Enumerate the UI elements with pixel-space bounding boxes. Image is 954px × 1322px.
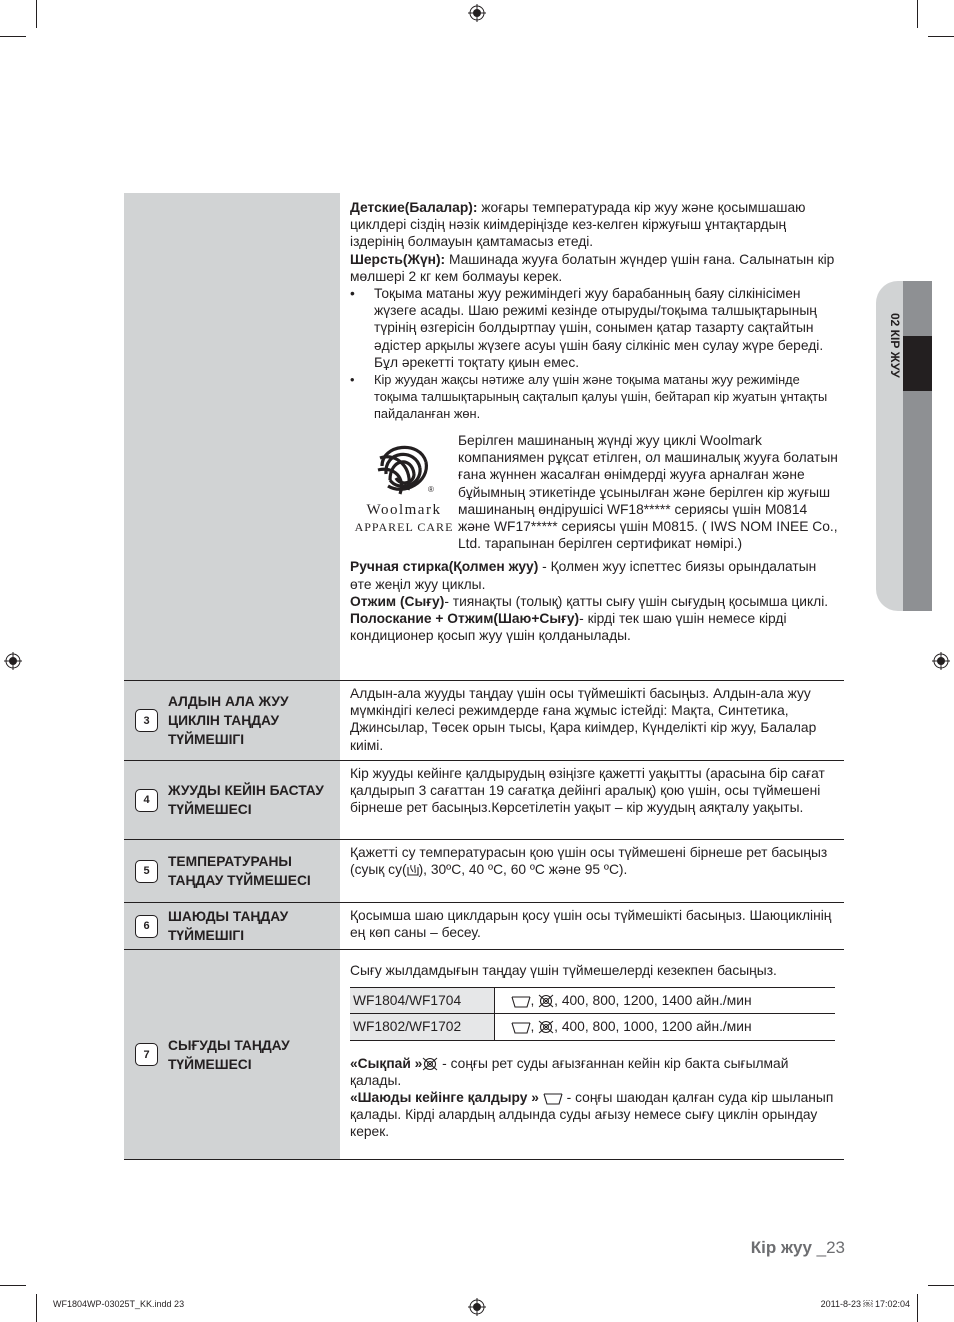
button-name: ЖУУДЫ КЕЙІН БАСТАУ ТҮЙМЕШЕСІ — [168, 783, 324, 817]
button-number-badge: 3 — [135, 709, 158, 732]
crop-mark — [928, 36, 954, 37]
button-number-badge: 5 — [135, 860, 158, 883]
paragraph: «Шаюды кейінге қалдыру » - соңғы шаюдан қалған суда кір шыланып қалады. Кірді алардың алдында суды ағызу немесе сығу циклін орындау керек. — [350, 1090, 834, 1140]
registration-mark-icon — [932, 652, 950, 670]
svg-text:®: ® — [428, 485, 434, 495]
crop-mark — [0, 36, 26, 37]
term: «Сықпай » — [350, 1055, 423, 1071]
chapter-tab-marker — [903, 336, 932, 391]
no-spin-icon — [422, 1057, 438, 1071]
registration-mark-icon — [4, 652, 22, 670]
list-item: • Тоқыма матаны жуу режиміндегі жуу барабанның баяу сілкінісімен жүзеге асады. Шаю режимі кезінде отыруды/тоқыма талшықтарының түрінің өзгерісін болдыртпау үшін, сонымен қатар тазарту сақтайтын әдістер арқылы жүзеге асуы үшін баяу сілкініс мен сулау жүре береді. Бұл әрекетті тоқтату қиын емес. — [350, 286, 824, 370]
crop-mark — [36, 0, 37, 28]
chapter-tab-label: 02 КІР ЖУУ — [888, 312, 902, 378]
term: Полоскание + Отжим(Шаю+Сығу) — [350, 611, 580, 627]
rinse-hold-icon — [543, 1091, 563, 1105]
table-row — [124, 681, 844, 761]
registration-mark-icon — [468, 4, 486, 22]
term: Ручная стирка(Қолмен жуу) — [350, 559, 539, 575]
crop-mark — [928, 1285, 954, 1286]
button-number-badge: 6 — [135, 915, 158, 938]
description-cell: Кір жууды кейінге қалдырудың өзіңізге қажетті уақытты (арасына бір сағат қалдырып 3 сағаттан 19 сағатқа дейінгі аралық) қою үшін, осы түймешені бірнеше рет басыңыз.Көрсетілетін уақыт – кір жуудың аяқталу уақыты. — [350, 766, 825, 816]
cold-water-icon — [407, 863, 419, 877]
registration-mark-icon — [468, 1298, 486, 1316]
table-row — [350, 988, 835, 1014]
woolmark-logo — [350, 432, 458, 552]
model-cell: WF1804/WF1704 — [350, 988, 494, 1014]
crop-mark — [0, 1285, 26, 1286]
woolmark-icon — [368, 432, 440, 500]
term: «Шаюды кейінге қалдыру » — [350, 1090, 539, 1106]
woolmark-wordmark: Woolmark — [366, 502, 442, 519]
term: Шерсть(Жүн): — [350, 251, 446, 267]
description-cell: Алдын-ала жууды таңдау үшін осы түймешікті басыңыз. Алдын-ала жуу мүмкіндігі келесі режимдерде ғана жұмыс істейді: Мақта, Синтетика, Джинсылар, Төсек орын тысы, Қара киімдер, Күнделікті кір жуу, Балалар киімі. — [350, 686, 817, 753]
crop-mark — [917, 1294, 918, 1322]
label-cell — [124, 681, 340, 760]
description-cell: Қосымша шаю циклдарын қосу үшін осы түймешікті басыңыз. Шаюциклінің ең көп саны – бесеу. — [350, 908, 832, 941]
paragraph: Шерсть(Жүн): Машинада жууға болатын жүндер үшін ғана. Салынатын кір мөлшері 2 кг кем болмауы керек. — [350, 251, 835, 284]
description-cell: Сығу жылдамдығын таңдау үшін түймешелерді кезекпен басыңыз. WF1804/WF1704 , , 400, 800, 1200, 1400 айн./мин WF1802/WF1702 , , 400, 800, 1000, 1200 айн./мин «Сықпай » - соңғы рет суды ағызғаннан кейін кір бакта сығылмай қалады. «Шаюды кейінге қалдыру » - соңғы шаюдан қалған суда кір шыланып қалады. Кірді алардың алдында суды ағызу немесе сығу циклін орындау керек. — [340, 950, 844, 1159]
description-cell — [340, 193, 844, 680]
woolmark-block — [350, 432, 838, 552]
table-row — [124, 840, 844, 903]
paragraph: Отжим (Сығу)- тиянақты (толық) қатты сығу үшін сығудың қосымша циклі. — [350, 593, 829, 609]
button-number-badge: 7 — [135, 1043, 158, 1066]
label-cell — [124, 193, 340, 680]
table-row — [124, 761, 844, 840]
button-name: АЛДЫН АЛА ЖУУ ЦИКЛІН ТАҢДАУ ТҮЙМЕШІГІ — [168, 694, 289, 747]
term: Детские(Балалар): — [350, 200, 478, 215]
paragraph: Ручная стирка(Қолмен жуу) - Қолмен жуу іспеттес биязы орындалатын өте жеңіл жуу циклы. — [350, 559, 817, 592]
print-slug-file: WF1804WP-03025T_KK.indd 23 — [53, 1299, 185, 1309]
paragraph: «Сықпай » - соңғы рет суды ағызғаннан кейін кір бакта сығылмай қалады. — [350, 1055, 789, 1088]
rinse-hold-icon — [511, 1020, 531, 1034]
page-number: _23 — [811, 1238, 845, 1257]
label-cell — [124, 840, 340, 902]
crop-mark — [36, 1294, 37, 1322]
button-name: ШАЮДЫ ТАҢДАУ ТҮЙМЕШІГІ — [168, 909, 289, 943]
button-number-badge: 4 — [135, 789, 158, 812]
paragraph: Детские(Балалар): жоғары температурада кір жуу және қосымшашаю циклдері сіздің нәзік киімдеріңізде кез-келген кіржуғыш ұнтақтардың іздерінің болмауын қамтамасыз етеді. — [350, 200, 806, 250]
section-title: Кір жуу — [750, 1238, 812, 1257]
function-table — [124, 193, 844, 1160]
label-cell — [124, 950, 340, 1159]
paragraph: Полоскание + Отжим(Шаю+Сығу)- кірді тек шаю үшін немесе кірді кондиционер қосып жуу үшін қолданылады. — [350, 611, 787, 644]
term: Отжим (Сығу) — [350, 593, 445, 609]
spin-speed-table — [350, 987, 835, 1040]
table-row — [124, 193, 844, 681]
table-row — [124, 950, 844, 1160]
chapter-tab-segment — [903, 391, 932, 611]
description-cell: Қажетті су температурасын қою үшін осы түймешені бірнеше рет басыңыз (суық су( ), 30ºC, 40 ºC, 60 ºC және 95 ºC). — [350, 845, 828, 878]
table-row — [124, 903, 844, 950]
no-spin-icon — [538, 994, 554, 1008]
no-spin-icon — [538, 1020, 554, 1034]
woolmark-text: Берілген машинаның жүнді жуу циклі Woolmark компаниямен рұқсат етілген, ол машиналық жууға болатын ғана жүннен жасалған өнімдерді жууға арналған және бұйымның этикетінде ұсынылған және берілген кір жуғыш машинаның өндірушісі WF18***** сериясы үшін M0814 және WF17***** сериясы үшін M0815. ( IWS NOM INEE Co., Ltd. тарапынан берілген сертификат нөмірі.) — [458, 433, 838, 552]
button-name: ТЕМПЕРАТУРАНЫ ТАҢДАУ ТҮЙМЕШЕСІ — [168, 854, 311, 888]
speed-cell: , , 400, 800, 1000, 1200 айн./мин — [494, 1014, 835, 1040]
speed-cell: , , 400, 800, 1200, 1400 айн./мин — [494, 988, 835, 1014]
crop-mark — [917, 0, 918, 28]
label-cell — [124, 761, 340, 839]
rinse-hold-icon — [511, 994, 531, 1008]
label-cell — [124, 903, 340, 949]
page-footer — [751, 1238, 845, 1258]
model-cell: WF1802/WF1702 — [350, 1014, 494, 1040]
button-name: СЫҒУДЫ ТАҢДАУ ТҮЙМЕШЕСІ — [168, 1037, 290, 1072]
table-row — [350, 1014, 835, 1040]
chapter-tab-segment — [903, 281, 932, 336]
woolmark-subtitle: APPAREL CARE — [354, 520, 454, 535]
list-item: • Кір жуудан жақсы нәтиже алу үшін және тоқыма матаны жуу режимінде тоқыма талшықтарының сақталып қалуы үшін, бейтарап кір жуатын ұнтақты пайдаланған жөн. — [350, 372, 828, 422]
print-slug-date: 2011-8-23 ￼ 17:02:04 — [820, 1299, 910, 1309]
